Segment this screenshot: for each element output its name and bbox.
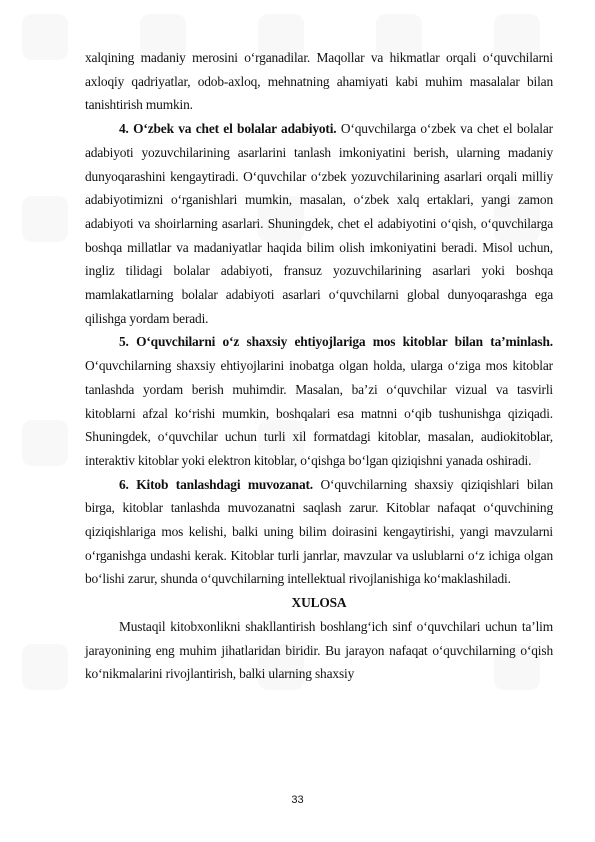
paragraph-heading: 6. Kitob tanlashdagi muvozanat. [119, 476, 313, 492]
paragraph-heading: 4. O‘zbek va chet el bolalar adabiyoti. [119, 121, 337, 137]
conclusion-paragraph: Mustaqil kitobxonlikni shakllantirish boshlang‘ich sinf o‘quvchilari uchun ta’lim jarayonining eng muhim jihatlaridan biridir. Bu jarayon nafaqat o‘quvchilarning o‘qish ko‘nikmalarini rivojlantirish, balki ularning shaxsiy [85, 618, 553, 682]
paragraph-body: O‘quvchilarning shaxsiy ehtiyojlarini inobatga olgan holda, ularga o‘ziga mos kitoblar tanlashda yordam berish muhimdir. Masalan, ba’zi o‘quvchilar vizual va tasvirli kitoblarni afzal ko‘rishi mumkin, boshqalari esa matnni o‘qib tushunishga qiziqadi. Shuningdek, o‘quvchilar uchun turli xil formatdagi kitoblar, masalan, audiokitoblar, interaktiv kitoblar yoki elektron kitoblar, o‘qishga bo‘lgan qiziqishni yanada oshiradi. [85, 358, 553, 468]
paragraph-body: O‘quvchilarga o‘zbek va chet el bolalar adabiyoti yozuvchilarining asarlarini tanlash imkoniyatini berish, ularning madaniy dunyoqarashini kengaytiradi. O‘quvchilar o‘zbek yozuvchilarining asarlari orqali milliy adabiyotimizni o‘rganishlari mumkin, masalan, o‘zbek xalq ertaklari, yangi zamon adabiyoti va shoirlarning asarlari. Shuningdek, chet el adabiyotini o‘qish, o‘quvchilarga boshqa millatlar va madaniyatlar haqida bilim olish imkoniyatini beradi. Misol uchun, ingliz tilidagi bolalar adabiyoti, fransuz yozuvchilarining asarlari yoki boshqa mamlakatlarning bolalar adabiyoti asarlari o‘quvchilarni global dunyoqarashga ega qilishga yordam beradi. [85, 121, 553, 326]
watermark-tile [22, 14, 68, 60]
paragraph-body: O‘quvchilarning shaxsiy qiziqishlari bilan birga, kitoblar tanlashda muvozanatni saqlash zarur. Kitoblar nafaqat o‘quvchining qiziqishlariga mos kelishi, balki uning bilim doirasini kengaytirishi, yangi mavzularni o‘rganishga undashi kerak. Kitoblar turli janrlar, mavzular va uslublarni o‘z ichiga olgan bo‘lishi zarur, shunda o‘quvchilarning intellektual rivojlanishiga ko‘maklashiladi. [85, 476, 553, 587]
watermark-tile [22, 644, 68, 690]
page-number: 33 [291, 794, 304, 806]
paragraph-5 [85, 330, 553, 472]
paragraph-4 [85, 117, 553, 330]
watermark-tile [22, 196, 68, 242]
paragraph-continuation: xalqining madaniy merosini o‘rganadilar. Maqollar va hikmatlar orqali o‘quvchilarni axloqiy qadriyatlar, odob-axloq, mehnatning ahamiyati kabi muhim masalalar bilan tanishtirish mumkin. [85, 50, 553, 113]
watermark-tile [22, 420, 68, 466]
paragraph-6 [85, 473, 553, 592]
section-title: XULOSA [291, 595, 347, 611]
paragraph-heading: 5. O‘quvchilarni o‘z shaxsiy ehtiyojlariga mos kitoblar bilan ta’minlash. [119, 334, 553, 350]
body-text [85, 46, 553, 686]
